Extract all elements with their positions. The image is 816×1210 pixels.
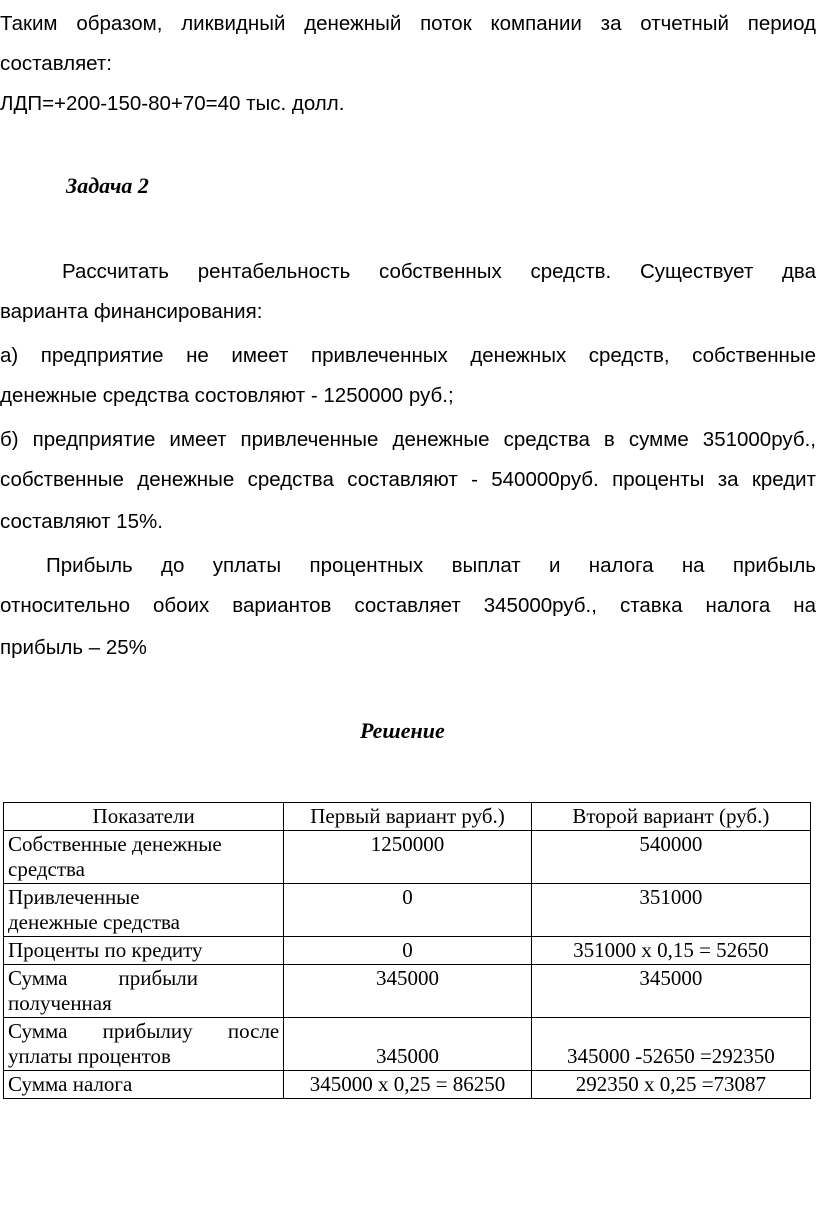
task-paragraph-2-line-1: Прибыль до уплаты процентных выплат и налога на прибыль <box>46 554 816 577</box>
table-row-label-line: Сумма прибыли <box>8 966 198 990</box>
task-heading: Задача 2 <box>66 173 149 198</box>
option-b-line-1: б) предприятие имеет привлеченные денежные средства в сумме 351000руб., <box>0 428 816 451</box>
table-row <box>4 1018 811 1071</box>
table-cell-variant-2: 351000 х 0,15 = 52650 <box>531 937 810 965</box>
table-cell-variant-2: 540000 <box>531 831 810 884</box>
table-header-cell: Первый вариант руб.) <box>284 803 532 831</box>
table-cell-variant-1: 345000 х 0,25 = 86250 <box>284 1071 532 1099</box>
table-header-cell: Второй вариант (руб.) <box>531 803 810 831</box>
option-b-line-2: собственные денежные средства составляют - 540000руб. проценты за кредит <box>0 468 816 491</box>
table-row-label <box>4 965 284 1018</box>
table-row-label-line: уплаты процентов <box>8 1044 171 1068</box>
table-cell-variant-2: 345000 -52650 =292350 <box>531 1018 810 1071</box>
table-cell-variant-1: 345000 <box>284 1018 532 1071</box>
option-a-line-2: денежные средства состовляют - 1250000 руб.; <box>0 384 454 407</box>
table-cell-variant-1: 0 <box>284 937 532 965</box>
solution-heading: Решение <box>360 718 445 743</box>
task-paragraph-2-line-3: прибыль – 25% <box>0 636 147 659</box>
table-row-label <box>4 831 284 884</box>
solution-table <box>3 802 811 1099</box>
table-row-label-line: Сумма прибылиу после <box>8 1019 280 1043</box>
table-header-row <box>4 803 811 831</box>
task-paragraph-2-line-2: относительно обоих вариантов составляет 345000руб., ставка налога на <box>0 594 816 617</box>
table-cell-variant-2: 292350 х 0,25 =73087 <box>531 1071 810 1099</box>
table-row-label <box>4 1071 284 1099</box>
table-row <box>4 831 811 884</box>
table-row-label-line: Привлеченные <box>8 885 140 909</box>
table-cell-variant-2: 345000 <box>531 965 810 1018</box>
intro-line-2: составляет: <box>0 52 112 75</box>
table-header-cell: Показатели <box>4 803 284 831</box>
table-cell-variant-2: 351000 <box>531 884 810 937</box>
table-cell-variant-1: 1250000 <box>284 831 532 884</box>
task-paragraph-1-line-1: Рассчитать рентабельность собственных средств. Существует два <box>62 260 816 283</box>
table-row <box>4 937 811 965</box>
option-b-line-3: составляют 15%. <box>0 510 163 533</box>
option-a-line-1: а) предприятие не имеет привлеченных денежных средств, собственные <box>0 344 816 367</box>
table-row <box>4 965 811 1018</box>
table-row-label-line: Собственные денежные <box>8 832 222 856</box>
table-row-label-line: денежные средства <box>8 910 180 934</box>
table-row-label <box>4 937 284 965</box>
table-row-label <box>4 1018 284 1071</box>
table-cell-variant-1: 0 <box>284 884 532 937</box>
table-row-label-line: средства <box>8 857 86 881</box>
table-row-label-line: полученная <box>8 991 112 1015</box>
table-row <box>4 884 811 937</box>
table-row-label <box>4 884 284 937</box>
task-paragraph-1-line-2: варианта финансирования: <box>0 300 263 323</box>
table-row-label-line: Сумма налога <box>8 1072 133 1096</box>
table-cell-variant-1: 345000 <box>284 965 532 1018</box>
intro-line-1: Таким образом, ликвидный денежный поток компании за отчетный период <box>0 12 816 35</box>
table-row-label-line: Проценты по кредиту <box>8 938 203 962</box>
table-row <box>4 1071 811 1099</box>
intro-formula: ЛДП=+200-150-80+70=40 тыс. долл. <box>0 92 345 115</box>
